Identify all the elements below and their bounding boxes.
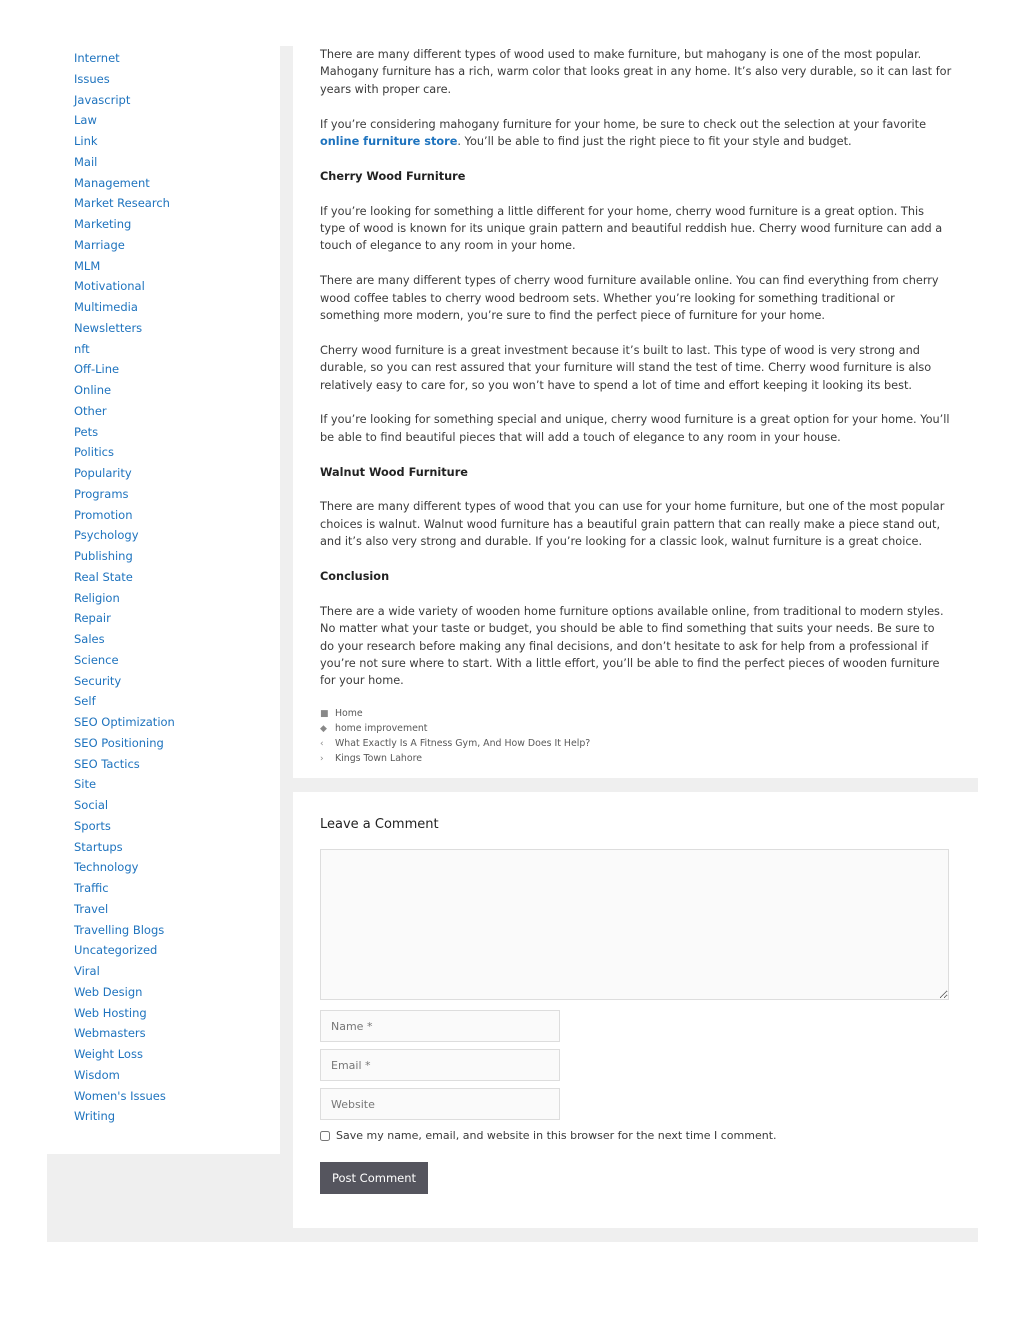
category-list-item [74, 173, 175, 194]
category-link[interactable]: SEO Tactics [74, 756, 140, 771]
category-list-item [74, 318, 175, 339]
category-list-item [74, 525, 175, 546]
category-link[interactable]: Marketing [74, 217, 132, 231]
category-list-item [74, 795, 175, 816]
category-list-item [74, 837, 175, 858]
category-link[interactable]: Issues [74, 71, 110, 86]
category-link[interactable]: Science [74, 652, 119, 667]
category-link[interactable]: Weight Loss [74, 1047, 143, 1061]
category-link[interactable]: Social [74, 798, 109, 812]
category-link[interactable]: Internet [74, 51, 120, 65]
category-list-item [74, 131, 175, 152]
category-list-item [74, 505, 175, 526]
category-link[interactable]: Security [74, 673, 122, 688]
category-link[interactable]: MLM [74, 258, 101, 273]
next-post-nav [320, 752, 952, 767]
category-list-item [74, 588, 175, 609]
category-list-item [74, 733, 175, 754]
save-info-consent [320, 1129, 777, 1142]
category-link[interactable]: Startups [74, 839, 123, 854]
post-category [320, 707, 952, 722]
category-list-item [74, 110, 175, 131]
category-list-item [74, 857, 175, 878]
category-link[interactable]: SEO Positioning [74, 735, 164, 750]
category-list-item [74, 1003, 175, 1024]
paragraph-cherry-3: Cherry wood furniture is a great investment because it’s built to last. This type of wood is very strong and durable, so you can rest assured that your furniture will stand the test of time. Cherry wood furniture is also relatively easy to care for, so you won’t have to spend a lot of time and effort keeping it looking its best. [320, 343, 932, 392]
category-list-item [74, 1065, 175, 1086]
save-info-checkbox[interactable] [320, 1131, 330, 1141]
post-meta [320, 707, 952, 766]
post-comment-button[interactable]: Post Comment [320, 1162, 428, 1194]
category-list-item [74, 1044, 175, 1065]
category-list-item [74, 90, 175, 111]
category-link[interactable]: Multimedia [74, 300, 138, 314]
category-list-item [74, 691, 175, 712]
category-link[interactable]: Travel [74, 901, 109, 916]
category-link[interactable]: Mail [74, 154, 98, 169]
category-list-item [74, 754, 175, 775]
category-list-item [74, 422, 175, 443]
category-list-item [74, 816, 175, 837]
category-list-item [74, 69, 175, 90]
category-list-item [74, 899, 175, 920]
category-link[interactable]: Market Research [74, 196, 170, 211]
category-link[interactable]: Other [74, 403, 107, 418]
online-furniture-store-link[interactable]: online furniture store [320, 135, 458, 149]
website-input[interactable] [320, 1088, 560, 1120]
category-list-item [74, 380, 175, 401]
previous-post-nav [320, 737, 952, 752]
category-link[interactable]: SEO Optimization [74, 715, 175, 729]
category-link[interactable]: Politics [74, 445, 114, 460]
category-link[interactable]: Programs [74, 486, 129, 501]
next-post-link[interactable]: Kings Town Lahore [335, 752, 423, 764]
category-link[interactable]: Sales [74, 632, 105, 646]
category-list-item [74, 484, 175, 505]
category-list-item [74, 297, 175, 318]
category-list-item [74, 214, 175, 235]
category-link[interactable]: Online [74, 383, 112, 397]
sidebar-categories [47, 46, 280, 1154]
category-list-item [74, 1086, 175, 1107]
category-link[interactable]: Site [74, 777, 97, 792]
category-link[interactable]: Webmasters [74, 1026, 146, 1041]
category-list-item [74, 401, 175, 422]
category-list-item [74, 567, 175, 588]
paragraph-walnut: There are many different types of wood that you can use for your home furniture, but one of the most popular choices is walnut. Walnut wood furniture has a beautiful grain pattern that can really make a piece stand out, and it’s also very strong and durable. If you’re looking for a classic look, walnut furniture is a great choice. [320, 500, 945, 549]
category-list-item [74, 463, 175, 484]
category-list-item [74, 339, 175, 360]
category-link[interactable]: Web Hosting [74, 1005, 147, 1020]
category-link[interactable]: Web Design [74, 984, 143, 999]
category-list-item [74, 982, 175, 1003]
paragraph-mahogany-store: If you’re considering mahogany furniture for your home, be sure to check out the selection at your favorite online furniture store. You’ll be able to find just the right piece to fit your style and budget. [320, 117, 927, 149]
category-link[interactable]: Pets [74, 424, 99, 439]
category-list-item [74, 152, 175, 173]
category-list-item [74, 256, 175, 277]
category-list-item [74, 1106, 175, 1127]
category-link[interactable]: Marriage [74, 237, 125, 252]
category-list-item [74, 878, 175, 899]
comment-form-title: Leave a Comment [320, 817, 439, 832]
category-list [74, 48, 175, 1127]
email-input[interactable] [320, 1049, 560, 1081]
category-link[interactable]: Travelling Blogs [74, 922, 165, 937]
paragraph-cherry-4: If you’re looking for something special and unique, cherry wood furniture is a great option for your home. You’ll be able to find beautiful pieces that will add a touch of elegance to any room in your house. [320, 413, 950, 444]
chevron-left-icon: ‹ [320, 738, 324, 749]
paragraph-cherry-2: There are many different types of cherry wood furniture available online. You can find everything from cherry wood coffee tables to cherry wood bedroom sets. Whether you’re looking for something traditional or something more modern, you’re sure to find the perfect piece of furniture for your home. [320, 274, 939, 323]
chevron-right-icon: › [320, 753, 324, 764]
previous-post-link[interactable]: What Exactly Is A Fitness Gym, And How Does It Help? [335, 737, 591, 749]
category-link[interactable]: Javascript [74, 92, 131, 107]
category-list-item [74, 920, 175, 941]
category-link[interactable]: Sports [74, 818, 111, 833]
category-link[interactable]: Management [74, 175, 150, 190]
category-link[interactable]: Law [74, 113, 97, 128]
category-list-item [74, 235, 175, 256]
category-list-item [74, 671, 175, 692]
category-link[interactable]: Women's Issues [74, 1088, 166, 1103]
category-link-home[interactable]: Home [335, 708, 363, 720]
category-link[interactable]: Publishing [74, 549, 133, 563]
category-list-item [74, 961, 175, 982]
category-link[interactable]: Real State [74, 569, 133, 584]
article-content [293, 46, 978, 778]
category-list-item [74, 650, 175, 671]
category-link[interactable]: Religion [74, 590, 120, 605]
category-link[interactable]: Writing [74, 1109, 116, 1124]
category-list-item [74, 712, 175, 733]
category-link[interactable]: Repair [74, 611, 111, 626]
post-tag [320, 722, 952, 737]
category-link[interactable]: Off-Line [74, 362, 120, 377]
category-list-item [74, 546, 175, 567]
paragraph-conclusion: There are a wide variety of wooden home furniture options available online, from traditional to modern styles. No matter what your taste or budget, you should be able to find something that suits your needs. Be sure to do your research before making any final decisions, and don’t hesitate to ask for help from a professional if you’re not sure where to start. With a little effort, you’ll be able to find the perfect pieces of wooden furniture for your home. [320, 604, 944, 688]
category-link[interactable]: Motivational [74, 279, 145, 294]
category-link[interactable]: Newsletters [74, 320, 143, 335]
heading-cherry-wood: Cherry Wood Furniture [320, 169, 466, 183]
heading-conclusion: Conclusion [320, 570, 390, 584]
name-input[interactable] [320, 1010, 560, 1042]
tag-icon: ◆ [320, 724, 327, 735]
category-list-item [74, 629, 175, 650]
category-link[interactable]: Technology [74, 860, 139, 875]
category-list-item [74, 442, 175, 463]
comment-textarea[interactable] [320, 849, 949, 1000]
category-link[interactable]: Uncategorized [74, 943, 158, 958]
tag-link-home-improvement[interactable]: home improvement [335, 723, 428, 735]
category-list-item [74, 608, 175, 629]
paragraph-cherry-1: If you’re looking for something a little different for your home, cherry wood furniture is a great option. This type of wood is known for its unique grain pattern and beautiful reddish hue. Cherry wood furniture can add a touch of elegance to any room in your home. [320, 204, 943, 253]
category-list-item [74, 1023, 175, 1044]
category-list-item [74, 48, 175, 69]
category-list-item [74, 774, 175, 795]
category-link[interactable]: nft [74, 341, 90, 356]
category-link[interactable]: Popularity [74, 466, 132, 480]
category-link[interactable]: Link [74, 134, 98, 148]
category-link[interactable]: Promotion [74, 507, 133, 522]
heading-walnut-wood: Walnut Wood Furniture [320, 465, 468, 479]
category-list-item [74, 276, 175, 297]
category-link[interactable]: Wisdom [74, 1067, 120, 1082]
category-link[interactable]: Self [74, 694, 96, 709]
category-link[interactable]: Psychology [74, 528, 139, 543]
category-link[interactable]: Traffic [74, 881, 109, 895]
category-link[interactable]: Viral [74, 964, 100, 978]
category-list-item [74, 359, 175, 380]
paragraph-mahogany-intro: There are many different types of wood used to make furniture, but mahogany is one of the most popular. Mahogany furniture has a rich, warm color that looks great in any home. It’s also very durable, so it can last for years with proper care. [320, 48, 952, 96]
save-info-label: Save my name, email, and website in this browser for the next time I comment. [336, 1129, 777, 1142]
comment-form-section [293, 792, 978, 1228]
folder-icon: ■ [320, 709, 329, 720]
category-list-item [74, 193, 175, 214]
category-list-item [74, 940, 175, 961]
